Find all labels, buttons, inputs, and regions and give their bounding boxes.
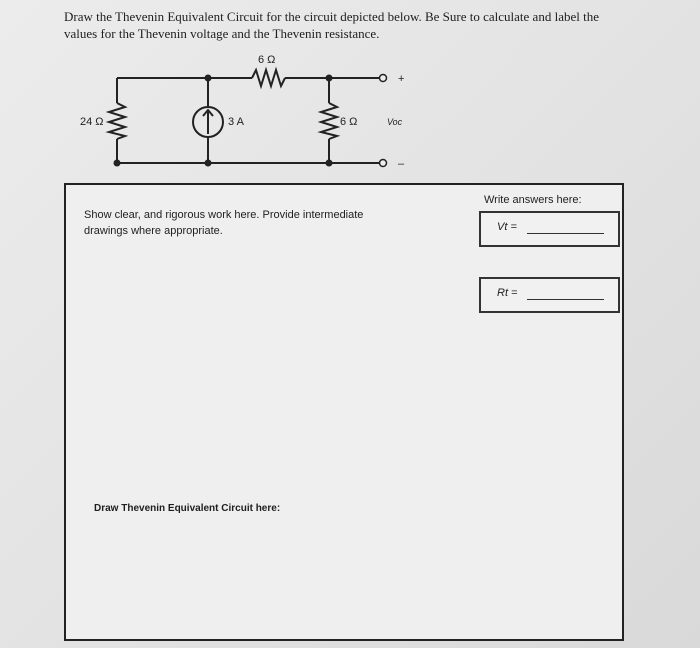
work-area[interactable] bbox=[64, 183, 624, 641]
node-dot bbox=[114, 160, 121, 167]
right-resistor-label: 6 Ω bbox=[340, 116, 358, 128]
top-resistor-zigzag bbox=[252, 70, 285, 86]
draw-prompt: Draw Thevenin Equivalent Circuit here: bbox=[94, 503, 281, 514]
rt-answer-blank[interactable] bbox=[527, 299, 604, 300]
node-dot bbox=[205, 75, 212, 82]
vt-label: Vt = bbox=[497, 221, 517, 233]
source-label: 3 A bbox=[228, 116, 244, 128]
node-dot bbox=[326, 75, 333, 82]
work-prompt-line-1: Show clear, and rigorous work here. Provide intermediate bbox=[84, 209, 364, 221]
node-dot bbox=[205, 160, 212, 167]
node-dot bbox=[326, 160, 333, 167]
answers-heading: Write answers here: bbox=[484, 194, 582, 206]
terminal-plus-node bbox=[380, 75, 387, 82]
left-resistor-zigzag bbox=[109, 103, 125, 139]
terminal-minus-node bbox=[380, 160, 387, 167]
vt-answer-blank[interactable] bbox=[527, 233, 604, 234]
terminal-minus-label: – bbox=[398, 158, 405, 170]
rt-label: Rt = bbox=[497, 287, 518, 299]
terminal-plus-label: + bbox=[398, 73, 405, 85]
vt-answer-box[interactable] bbox=[479, 211, 620, 247]
left-resistor-label: 24 Ω bbox=[80, 116, 104, 128]
right-resistor-zigzag bbox=[321, 103, 337, 139]
work-prompt-line-2: drawings where appropriate. bbox=[84, 225, 223, 237]
question-line-1: Draw the Thevenin Equivalent Circuit for the circuit depicted below. Be Sure to calculate and label the bbox=[64, 9, 599, 24]
output-voltage-label: Voc bbox=[387, 117, 403, 127]
question-line-2: values for the Thevenin voltage and the Thevenin resistance. bbox=[64, 26, 380, 41]
top-resistor-label: 6 Ω bbox=[258, 54, 276, 66]
current-source-arrow-icon bbox=[203, 110, 213, 134]
circuit-diagram bbox=[0, 0, 700, 180]
work-prompt bbox=[84, 207, 444, 239]
rt-answer-box[interactable] bbox=[479, 277, 620, 313]
